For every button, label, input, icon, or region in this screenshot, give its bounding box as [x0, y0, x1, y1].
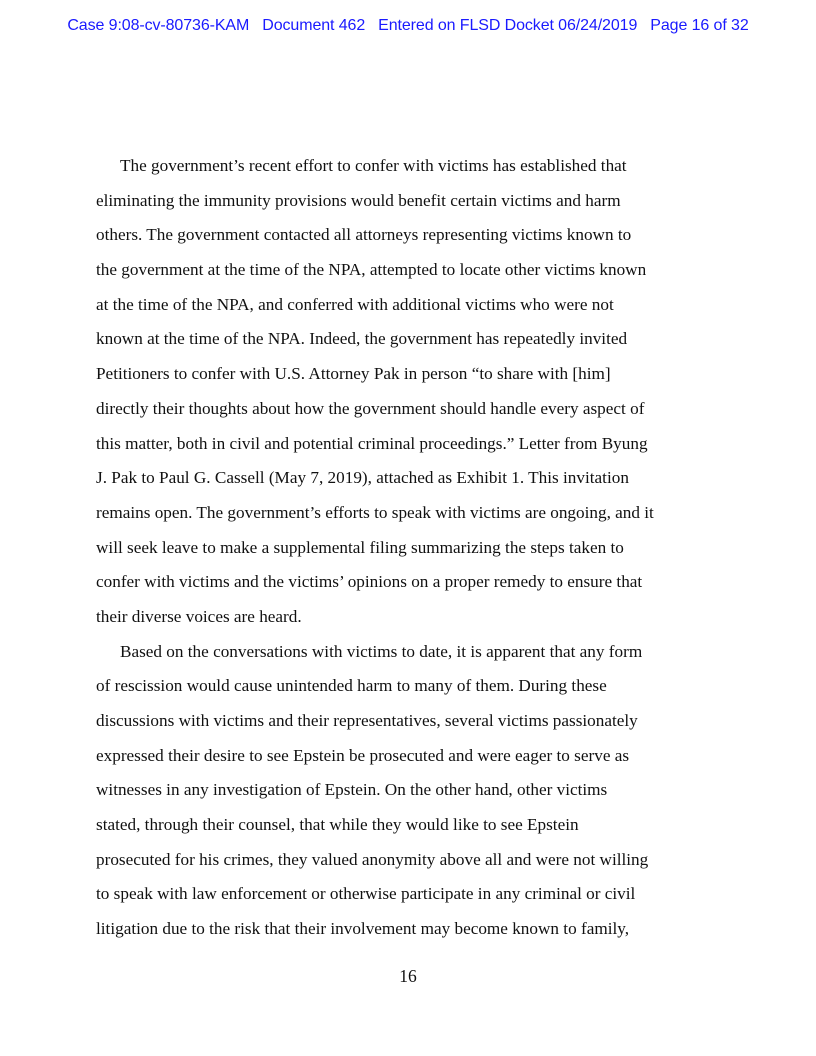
text-line: known at the time of the NPA. Indeed, the government has repeatedly invited [96, 329, 628, 349]
text-line: eliminating the immunity provisions would benefit certain victims and harm [96, 190, 621, 210]
text-line: litigation due to the risk that their involvement may become known to family, [96, 919, 630, 939]
docket-header: Case 9:08-cv-80736-KAM Document 462 Entered on FLSD Docket 06/24/2019 Page 16 of 32 [67, 17, 749, 34]
text-line: Based on the conversations with victims to date, it is apparent that any form [120, 641, 643, 661]
text-line: at the time of the NPA, and conferred with additional victims who were not [96, 294, 614, 314]
text-line: Petitioners to confer with U.S. Attorney Pak in person “to share with [him] [96, 364, 611, 384]
text-line: the government at the time of the NPA, attempted to locate other victims known [96, 260, 647, 280]
text-line: J. Pak to Paul G. Cassell (May 7, 2019), attached as Exhibit 1. This invitation [96, 468, 629, 488]
paragraph-1 [96, 153, 736, 639]
text-line: this matter, both in civil and potential criminal proceedings.” Letter from Byung [96, 433, 648, 453]
document-body [96, 153, 736, 951]
text-line: discussions with victims and their representatives, several victims passionately [96, 711, 638, 730]
text-line: to speak with law enforcement or otherwise participate in any criminal or civil [96, 884, 636, 904]
text-line: confer with victims and the victims’ opinions on a proper remedy to ensure that [96, 572, 643, 592]
page-number: 16 [399, 966, 417, 986]
text-line: will seek leave to make a supplemental filing summarizing the steps taken to [96, 537, 624, 557]
text-line: expressed their desire to see Epstein be prosecuted and were eager to serve as [96, 745, 630, 765]
text-line: directly their thoughts about how the government should handle every aspect of [96, 398, 645, 418]
text-line: The government’s recent effort to confer with victims has established that [120, 156, 627, 175]
text-line: witnesses in any investigation of Epstein. On the other hand, other victims [96, 780, 608, 800]
paragraph-2 [96, 639, 736, 951]
text-line: others. The government contacted all attorneys representing victims known to [96, 225, 632, 245]
text-line: stated, through their counsel, that while they would like to see Epstein [96, 815, 579, 835]
text-line: prosecuted for his crimes, they valued anonymity above all and were not willing [96, 849, 649, 869]
text-line: of rescission would cause unintended harm to many of them. During these [96, 676, 607, 696]
text-line: their diverse voices are heard. [96, 606, 302, 626]
text-line: remains open. The government’s efforts to speak with victims are ongoing, and it [96, 502, 654, 522]
